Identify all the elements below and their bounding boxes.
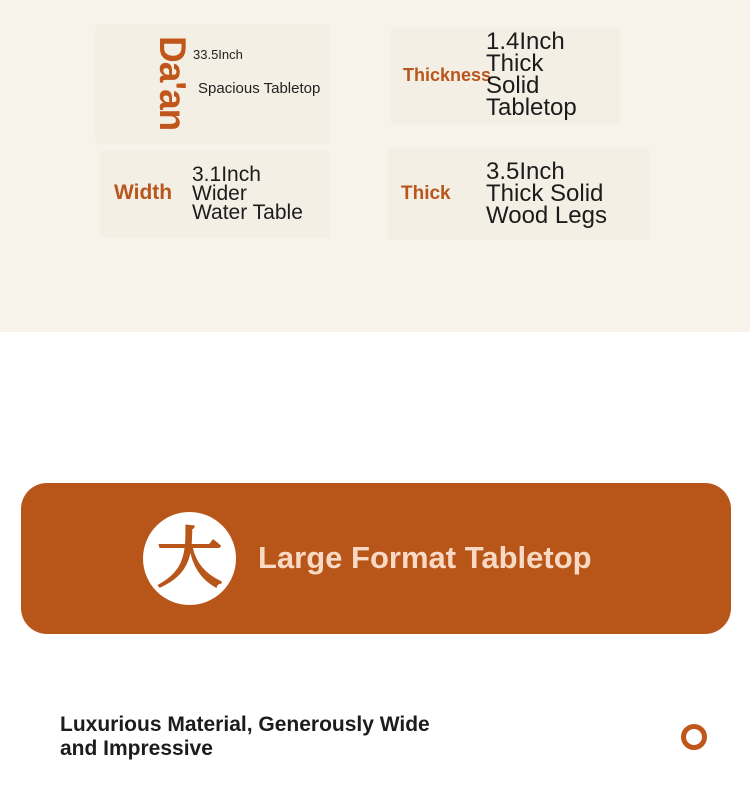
width-description: 3.1Inch Wider Water Table xyxy=(192,163,303,224)
legs-description: 3.5Inch Thick Solid Wood Legs xyxy=(486,158,607,229)
feature-section xyxy=(0,0,750,332)
width-label: Width xyxy=(114,181,173,204)
legs-thick-label: Thick xyxy=(401,183,451,204)
headline-text: Luxurious Material, Generously Wide and Impressive xyxy=(60,713,430,760)
brand-vertical-logo: Da'an xyxy=(152,36,193,131)
thickness-description: 1.4Inch Thick Solid Tabletop xyxy=(486,28,577,121)
thickness-label: Thickness xyxy=(403,65,492,85)
tabletop-size-value: 33.5Inch xyxy=(193,47,243,62)
circle-ring-icon xyxy=(681,724,707,750)
banner-title: Large Format Tabletop xyxy=(258,540,592,575)
tabletop-description: Spacious Tabletop xyxy=(198,80,321,97)
da-character-icon: 大 xyxy=(143,512,236,605)
